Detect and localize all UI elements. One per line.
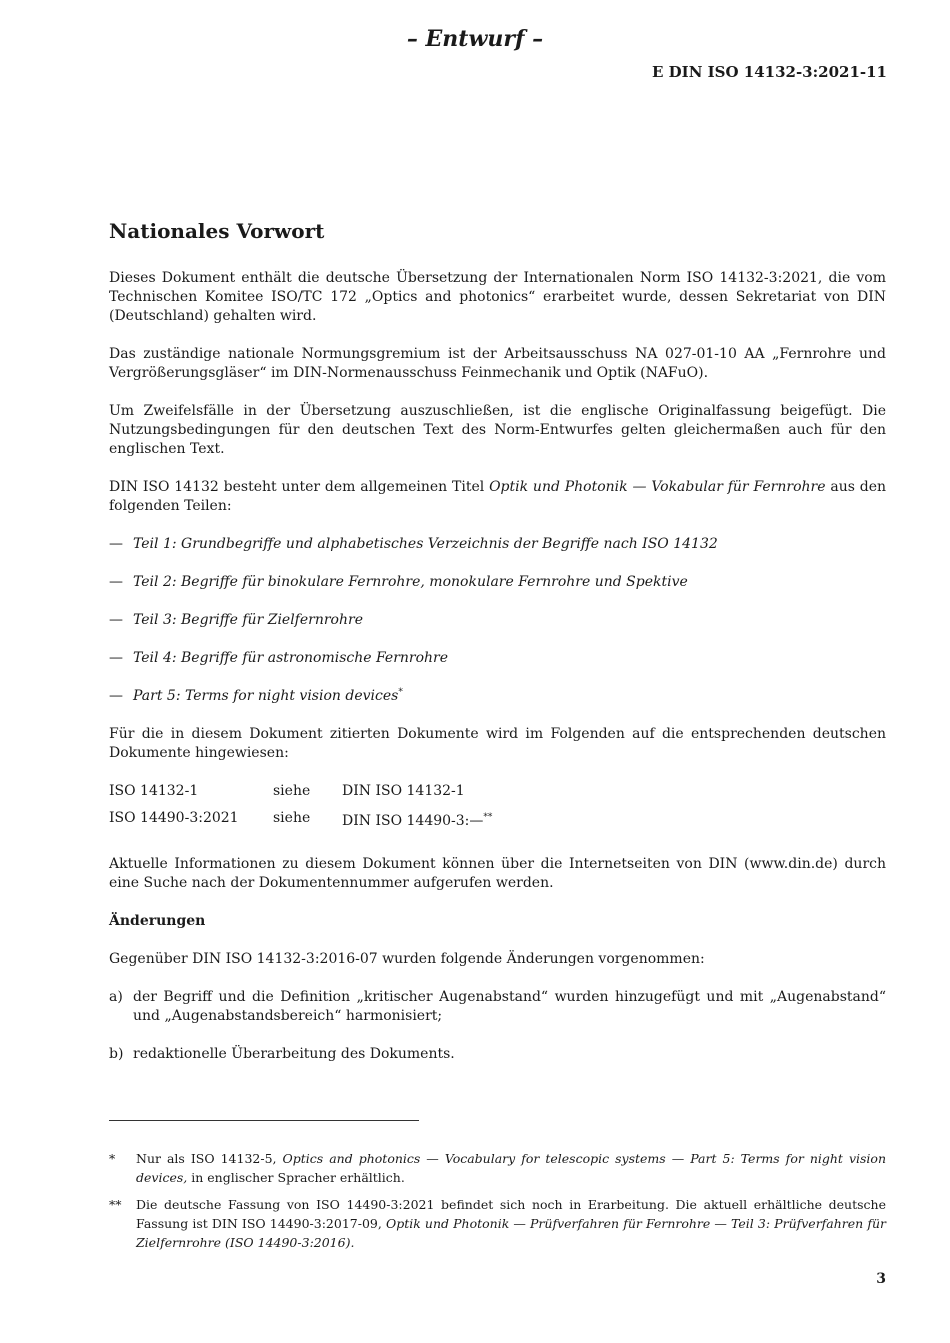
reference-din [342,809,492,831]
change-marker: b) [109,1046,124,1062]
part-title: Teil 1: Grundbegriffe und alphabetisches Verzeichnis der Begriffe nach ISO 14132 [133,536,718,552]
reference-row [109,782,886,809]
change-text: der Begriff und die Definition „kritischer Augenabstand“ wurden hinzugefügt und mit „Augenabstand“ und „Augenabstandsbereich“ harmonisiert; [133,989,886,1024]
change-text: redaktionelle Überarbeitung des Dokuments. [133,1046,455,1062]
footnote-title: Optics and photonics — Vocabulary for telescopic systems — Part 5: Terms for night vision devices, [136,1151,886,1185]
changes-intro: Gegenüber DIN ISO 14132-3:2016-07 wurden folgende Änderungen vorgenommen: [109,951,705,967]
paragraph-info: Aktuelle Informationen zu diesem Dokument können über die Internetseiten von DIN (www.din.de) durch eine Suche nach der Dokumentennummer aufgerufen werden. [109,856,886,891]
footnotes [109,1149,886,1260]
paragraph-committee: Das zuständige nationale Normungsgremium ist der Arbeitsausschuss NA 027-01-10 AA „Fernrohre und Vergrößerungsgläser“ im DIN-Normenausschuss Feinmechanik und Optik (NAFuO). [109,346,886,381]
footnote-separator [109,1120,419,1121]
page-title: Nationales Vorwort [109,219,325,243]
page-number: 3 [876,1271,886,1287]
part-title: Part 5: Terms for night vision devices [133,688,399,704]
footnote-mark: ** [109,1197,122,1212]
paragraph-translation: Um Zweifelsfälle in der Übersetzung auszuschließen, ist die englische Originalfassung beigefügt. Die Nutzungsbedingungen für den deutschen Text des Norm-Entwurfes gelten gleichermaßen auch für den englischen Text. [109,403,886,457]
dash-marker: — [109,574,123,590]
part-list-item [109,649,886,668]
footnote-title: Optik und Photonik — Prüfverfahren für Fernrohre — Teil 3: Prüfverfahren für Zielfernrohre (ISO 14490-3:2016). [136,1216,887,1250]
footnote-text-a: Nur als ISO 14132-5, [136,1151,283,1166]
series-title: Optik und Photonik — Vokabular für Fernrohre [489,479,826,495]
footnote-text [136,1195,886,1252]
part-list-item [109,687,886,706]
change-marker: a) [109,989,123,1005]
paragraph-intro: Dieses Dokument enthält die deutsche Übersetzung der Internationalen Norm ISO 14132-3:2021, die vom Technischen Komitee ISO/TC 172 „Optics and photonics“ erarbeitet wurde, dessen Sekretariat von DIN (Deutschland) gehalten wird. [109,270,886,324]
part-title: Teil 2: Begriffe für binokulare Fernrohre, monokulare Fernrohre und Spektive [133,574,688,590]
reference-see: siehe [273,810,311,826]
part-list-item [109,611,886,630]
parts-intro-text-b: aus den folgenden Teilen: [109,479,886,514]
part-list-item [109,535,886,554]
dash-marker: — [109,650,123,666]
reference-iso: ISO 14490-3:2021 [109,810,239,826]
footnote [109,1195,886,1252]
footnote-text-b: in englischer Spracher erhältlich. [187,1170,405,1185]
reference-din-text: DIN ISO 14490-3:— [342,813,484,829]
reference-see: siehe [273,783,311,799]
document-id: E DIN ISO 14132-3:2021-11 [652,63,887,81]
dash-marker: — [109,536,123,552]
draft-label: – Entwurf – [406,26,544,52]
main-content [109,218,886,1083]
footnote-text-a: Die deutsche Fassung von ISO 14490-3:2021 befindet sich noch in Erarbeitung. Die aktuell erhältliche deutsche Fassung ist DIN ISO 14490-3:2017-09, [136,1197,886,1231]
footnote-text [136,1149,886,1187]
footnote-marker: * [398,687,403,698]
part-title: Teil 4: Begriffe für astronomische Fernrohre [133,650,449,666]
change-item [109,1045,886,1064]
footnote-mark: * [109,1151,116,1166]
reference-row [109,809,886,836]
dash-marker: — [109,688,123,704]
changes-heading: Änderungen [109,913,206,929]
reference-din: DIN ISO 14132-1 [342,783,465,799]
part-list-item [109,573,886,592]
change-item [109,988,886,1026]
paragraph-parts-intro [109,478,886,516]
footnote-marker: ** [483,812,493,823]
part-title: Teil 3: Begriffe für Zielfernrohre [133,612,363,628]
footnote [109,1149,886,1187]
reference-iso: ISO 14132-1 [109,783,199,799]
reference-table [109,782,886,836]
paragraph-references-intro: Für die in diesem Dokument zitierten Dokumente wird im Folgenden auf die entsprechenden deutschen Dokumente hingewiesen: [109,726,886,761]
parts-intro-text-a: DIN ISO 14132 besteht unter dem allgemeinen Titel [109,479,490,495]
dash-marker: — [109,612,123,628]
